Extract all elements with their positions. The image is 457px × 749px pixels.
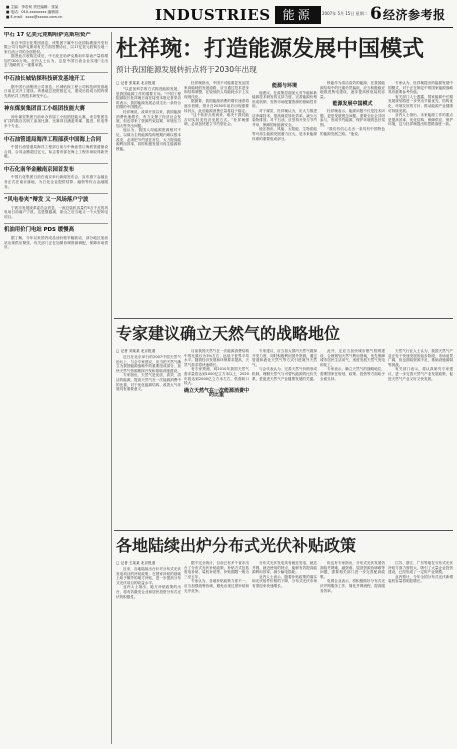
article-paragraph: 有专家预测，到2010年我国天然气需求量将达到1000亿立方米以上，2020年将达到2000亿立方米左右，供需缺口较大。: [184, 367, 249, 386]
article-column: [116, 349, 181, 525]
article-column: [320, 81, 385, 291]
article-paragraph: 专家建议，应当加大国内天然气勘探开发力度，同时积极利用国外资源，通过管道和液化天然气等方式引进境外天然气。: [252, 349, 317, 367]
brief-item: [4, 76, 108, 98]
article-column: [252, 561, 317, 741]
article-paragraph: 杜祥琬表示，能源问题不仅是技术问题，更是发展观念问题，需要全社会共同参与，形成节约能源、保护环境的良好氛围。: [320, 108, 385, 127]
article-column: [388, 349, 453, 525]
brief-item: [4, 167, 108, 189]
article-column: [184, 561, 249, 741]
article-paragraph: 有关部门人士透露，国家能源中长期发展规划将进一步突出节能优先、结构优化、环境友好的方针，推动能源产业健康可持续发展。: [388, 94, 453, 113]
brief-title: “风电卷夹”辩发 又一风场落户宁波: [4, 197, 89, 204]
article-headline: 各地陆续出炉分布式光伏补贴政策: [116, 536, 357, 555]
article-paragraph: 天然气行业人士认为，我国天然气产业正处于快速发展的起步阶段，市场前景广阔，但也面临资源不足、基础设施薄弱等挑战。: [388, 349, 453, 367]
page-info-block: [6, 5, 98, 20]
brief-paragraph: 据悉此次收购完成后，中石化在哈萨克斯坦年原油产量将增加约300万吨。业内人士认为，这是中国石油企业实施“走出去”战略的又一重要举措。: [4, 54, 108, 68]
article-paragraph: “以更加科学的方式推进能源发展，是我国能源工作的重要方向。”中国工程院副院长杜祥琬日前在接受本报记者采访时表示，我国能源发展必须走出一条符合国情的中国模式。: [116, 87, 181, 110]
article-paragraph: 据测算，我国能源消费的增长速度将逐步放缓，预计在2030年前后出现重要转折点，此后能源消费总量将趋于稳定。: [184, 99, 249, 113]
brief-title: 神东煤炭集团首工小组团技能大赛: [4, 106, 85, 113]
article-column: [116, 561, 181, 741]
article-paragraph: 目前我国天然气在一次能源消费结构中的比重仅为3%左右，远低于世界平均水平。随着经济发展和环保要求提高，天然气需求将快速增长。: [184, 349, 249, 367]
article-natural-gas: [116, 323, 453, 525]
article-paragraph: 杜祥琬指出，中国不可能重复发达国家高能耗的发展道路，应当通过技术进步和结构调整，在较低的人均能耗水平上实现现代化。: [184, 81, 249, 99]
brief-item: [4, 227, 108, 249]
info-line: ■ 主编：李若何 责任编辑：张某: [6, 5, 59, 9]
brief-paragraph: 中国石油管道局海洋工程部日前与中海油签订海底管道铺设合同，合同金额超过亿元，标志着该部在海上工程市场取得新突破。: [4, 145, 108, 159]
brief-item: [4, 32, 108, 68]
article-byline: □ 记者 王某某 北京报道: [116, 561, 156, 565]
article-column: [388, 81, 453, 291]
brief-paragraph: 据了解，今年以来国内成品油价格窄幅波动，部分地区加油站出现供应紧张，有关部门正在加紧协调资源调配，保障市场供应。: [4, 235, 108, 250]
brief-divider: [4, 223, 108, 224]
brief-title: 中石 17 亿美元竞购哈萨克斯坦资产: [4, 32, 91, 38]
article-column: [320, 349, 385, 525]
brief-title: 中石油管道局海洋工程部获中国海上合同: [4, 136, 102, 143]
article-paragraph: “这个转折点的到来，取决于我们能否切实转变经济发展方式。”杜祥琬强调，必须加快建立节约型社会。: [184, 113, 249, 127]
article-paragraph: 业内预计，今年全国分布式光伏新增装机容量将明显增长。: [388, 574, 453, 584]
article-column: [252, 81, 317, 291]
brief-paragraph: 神东煤炭集团日前举办首届工小组团技能大赛，来自集团各矿井的数百名职工参加比赛，比赛项目涵盖采煤、掘进、机电等多个专业。: [4, 114, 108, 129]
article-solar-subsidy: [116, 535, 453, 741]
article-paragraph: 分布式光伏发电具有就近发电、就近并网、就近使用的特点，能够有效提高能源利用效率，减少输电损耗。: [252, 561, 317, 575]
article-paragraph: “我们有信心走出一条具有中国特色的能源发展之路。”他说。: [320, 127, 385, 136]
brief-paragraph: 中国石化集团日前在南京举行新闻发布会，宣布旗下金融业务正式在南京落地，为石化企业提供结算、融资等综合金融服务。: [4, 175, 108, 189]
article-paragraph: 专家表示，确立天然气的战略地位，需要国家在规划、政策、投资等方面给予全面支持。: [320, 367, 385, 381]
news-briefs-column: [4, 32, 108, 744]
article-paragraph: 专家指出，天然气是优质、高效、清洁的能源，提高天然气在一次能源消费中的比重，对于优化能源结构、改善大气环境具有重要意义。: [116, 373, 181, 392]
article-headline: 杜祥琬：打造能源发展中国模式: [116, 36, 425, 62]
brief-paragraph: 据中国石油集团公司消息，长城钻探工程公司科技研发基地日前正式开工建设。该基地总投资数亿元，建成后将成为国内领先的钻井工程技术研发中心。: [4, 84, 108, 98]
section-banner: [155, 6, 321, 24]
header-divider: [4, 27, 453, 28]
article-subheading: 能源发展中国模式: [332, 101, 373, 108]
article-paragraph: 与会代表认为，完善天然气价格形成机制，理顺天然气与可替代能源的比价关系，是促进天然气产业健康发展的关键。: [252, 367, 317, 381]
article-paragraph: 业内人士指出，地方补贴政策的出台，将有效激发企业和居民投资分布式光伏的积极性。: [116, 585, 181, 599]
brief-item: [4, 197, 108, 219]
issue-date: 2007年 5月 15日 星期二: [322, 11, 368, 16]
brief-divider: [4, 72, 108, 73]
brief-title: 中石化南华金融南京园首发布: [4, 166, 75, 173]
article-paragraph: 有关部门表示，将认真研究专家建议，进一步完善天然气产业发展政策，促进天然气产业又好又快发展。: [388, 367, 453, 381]
section-title-en: INDUSTRIES: [155, 6, 271, 24]
page-number: 6: [370, 4, 382, 24]
article-subheading: 确立天然气在一次能源消费中的比重: [184, 387, 249, 399]
article-paragraph: 专家认为，各地补贴政策力度不一，应当加强统筹协调，避免出现过度补贴和无序竞争。: [184, 579, 249, 593]
article-paragraph: 他认为，我国人均能源资源相对不足，以煤为主的能源结构短期内难以根本改变，必须把节约放在首位，大力提高能源利用效率，同时积极发展可再生能源和核能。: [116, 128, 181, 151]
article-column: [320, 561, 385, 741]
section-title-cn: 能源: [275, 6, 321, 24]
brief-item: [4, 106, 108, 128]
article-paragraph: 但也有专家指出，分布式光伏发展仍面临并网难、融资难、屋顶资源协调难等问题，需要相关部门进一步完善配套政策。: [320, 561, 385, 579]
article-paragraph: 江苏、浙江、广东等地在分布式光伏补贴方面力度较大，吸引了大量企业投资建设，已经形成了一定的产业规模。: [388, 561, 453, 575]
article-paragraph: 据不完全统计，目前已有多个省市出台了分布式光伏补贴政策，补贴方式包括度电补贴、装机补贴等，补贴期限一般为三至五年。: [184, 561, 249, 579]
article-subheadline: 预计我国能源发展转折点将于2030年出现: [116, 65, 257, 74]
brief-divider: [4, 163, 108, 164]
article-paragraph: 近来，各地陆续出台针对分布式光伏发电项目的补贴政策，在国家补贴的基础上给予额外的地方补贴，进一步提高分布式光伏项目的收益水平。: [116, 567, 181, 585]
brief-title: 机油用价门电站 PDS 缓慢高: [4, 227, 74, 234]
article-divider: [114, 318, 453, 319]
article-paragraph: 杜祥琬说，改革开放以来，我国能源消费快速增长，有力支撑了经济社会发展，但也带来了资源约束趋紧、环境压力加大等突出问题。: [116, 109, 181, 128]
brief-divider: [4, 133, 108, 134]
info-line: ■ 电话：010-xxxxxxxx 编辑部: [6, 10, 59, 14]
brief-item: [4, 137, 108, 159]
brief-paragraph: 来自中国石化集团消息，该集团下属中石化国际勘探开发有限公司与哈萨克斯坦有关方面签署协议，以17亿美元收购当地一家石油公司的全部股权。: [4, 40, 108, 54]
article-paragraph: 核能作为清洁高效的能源，在我国能源结构中的比重仍然偏低，应当积极稳妥地推进核电建设，逐步提高核电装机容量。: [320, 81, 385, 99]
brief-paragraph: 宁波市发展改革委员会消息，一座总装机容量约5万千瓦的风电场日前落户宁波，这是继慈溪、象山之后当地又一个大型风电项目。: [4, 205, 108, 219]
article-column: [252, 349, 317, 525]
article-paragraph: 他建议，在政策层面加大对节能和新能源技术研发的支持力度，完善能源价格形成机制，发挥市场配置资源的基础性作用。: [252, 90, 317, 109]
brief-title: 中石油长城钻探科技研发基地开工: [4, 76, 85, 83]
article-paragraph: 电网企业表示，将积极做好分布式光伏并网服务工作，简化并网流程，提高服务效率。: [320, 579, 385, 593]
column-divider: [111, 32, 112, 744]
article-column: [184, 349, 249, 525]
article-column: [388, 561, 453, 741]
article-paragraph: 业内人士指出，未来能源工作的重点是提高效率、优化结构、保障供应、保护环境，这与杜祥琬提出的思路高度一致。: [388, 113, 453, 127]
article-paragraph: 业内人士表示，随着补贴政策的落实和光伏组件价格的下降，分布式光伏市场有望迎来快速增长。: [252, 574, 317, 588]
masthead-logo: 经济参考报: [383, 8, 446, 22]
article-energy-model: [116, 36, 453, 291]
article-byline: □ 记者 张某某 北京报道: [116, 81, 156, 85]
article-paragraph: 对于煤炭，杜祥琬认为，应大力推进洁净煤技术，提高煤炭转化效率，减少污染物排放；对于石油，应坚持开发与节约并举，保障国家能源安全。: [252, 108, 317, 127]
article-divider: [114, 530, 453, 531]
info-line: ■ E-mail：xxxx@xxxxx.com.cn: [6, 15, 63, 19]
article-paragraph: 近日在北京举行的2007中国天然气论坛上，与会专家建议，应当把天然气确立为我国能源战略中的重要组成部分，加快天然气资源勘探开发和基础设施建设。: [116, 355, 181, 373]
article-subheading: 能源与环境: [271, 83, 297, 89]
article-byline: □ 记者 刘某某 北京报道: [116, 349, 156, 353]
article-paragraph: 专家认为，杜祥琬提出的能源发展中国模式，对于正在制定中的国家能源战略具有重要参考价值。: [388, 81, 453, 95]
article-column: [116, 81, 181, 291]
brief-divider: [4, 193, 108, 194]
article-headline: 专家建议确立天然气的战略地位: [116, 324, 341, 343]
brief-divider: [4, 102, 108, 103]
article-column: [184, 81, 249, 291]
article-paragraph: 此外，还应当加快城市燃气管网建设，合理规划天然气利用领域，优先保障城市居民生活用气，适度发展天然气发电和化工。: [320, 349, 385, 367]
article-paragraph: 他还指出，风能、太阳能、生物质能等可再生能源发展潜力巨大，是未来能源体系的重要组成部分。: [252, 127, 317, 141]
